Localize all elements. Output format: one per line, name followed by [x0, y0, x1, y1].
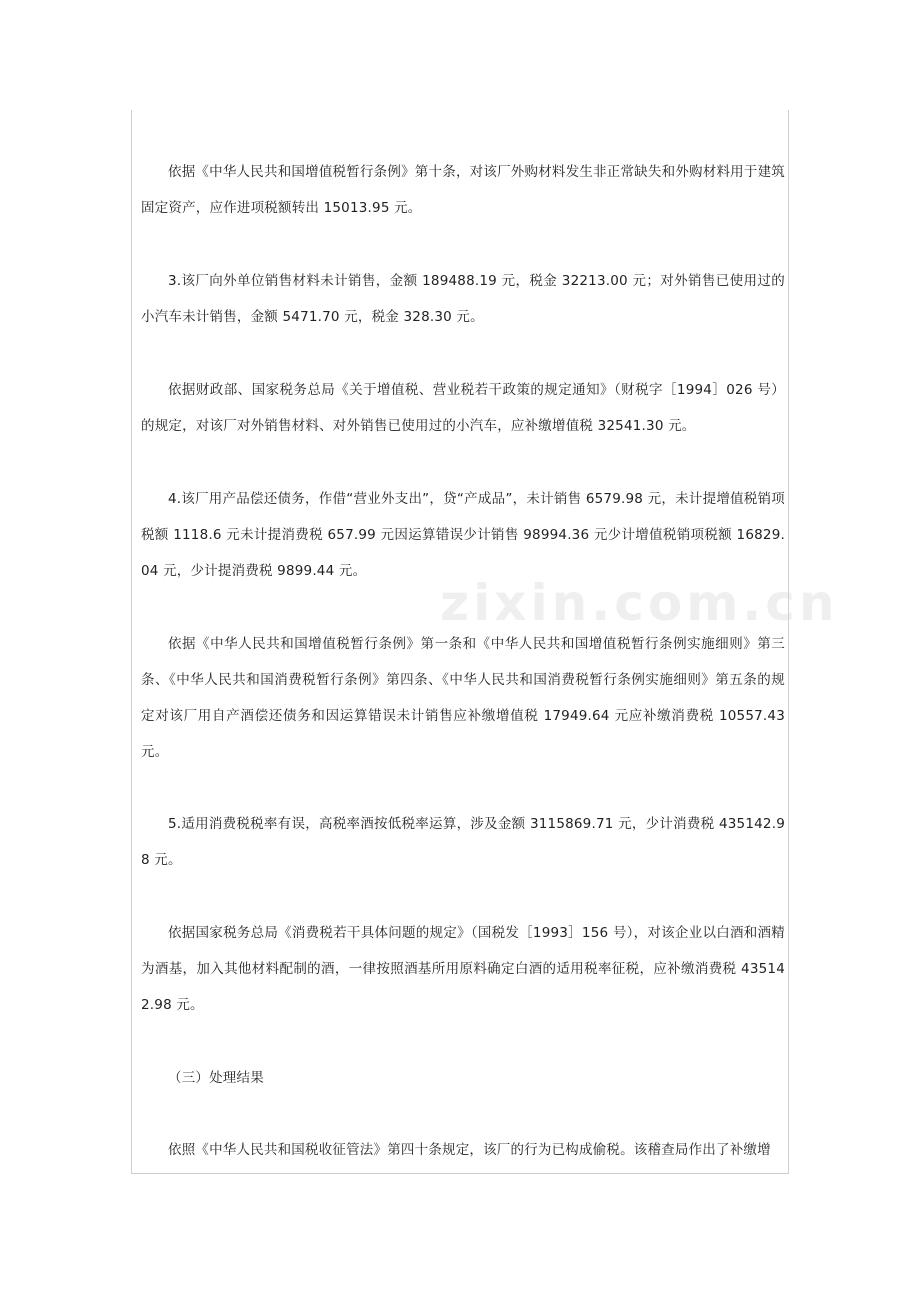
section-heading-processing-result: （三）处理结果	[168, 1070, 264, 1086]
paragraph-5: 依据《中华人民共和国增值税暂行条例》第一条和《中华人民共和国增值税暂行条例实施细则》第三条、《中华人民共和国消费税暂行条例》第四条、《中华人民共和国消费税暂行条例实施细则》第五条的规定对该厂用自产酒偿还债务和因运算错误未计销售应补缴增值税 17949.64 元应补缴消费税 10557.43 元。	[141, 636, 785, 760]
paragraph-9: 依照《中华人民共和国税收征管法》第四十条规定，该厂的行为已构成偷税。该稽查局作出了补缴增	[168, 1142, 771, 1158]
paragraph-6: 5.适用消费税税率有误，高税率酒按低税率运算，涉及金额 3115869.71 元，少计消费税 435142.98 元。	[141, 816, 785, 868]
paragraph-1: 依据《中华人民共和国增值税暂行条例》第十条，对该厂外购材料发生非正常缺失和外购材料用于建筑固定资产，应作进项税额转出 15013.95 元。	[141, 164, 785, 216]
paragraph-4: 4.该厂用产品偿还债务，作借“营业外支出”，贷“产成品”，未计销售 6579.98 元，未计提增值税销项税额 1118.6 元未计提消费税 657.99 元因运算错误少计销售 98994.36 元少计增值税销项税额 16829.04 元，少计提消费税 9899.44 元。	[141, 491, 785, 579]
paragraph-3: 依据财政部、国家税务总局《关于增值税、营业税若干政策的规定通知》（财税字［1994］026 号）的规定，对该厂对外销售材料、对外销售已使用过的小汽车，应补缴增值税 32541.30 元。	[141, 382, 785, 434]
paragraph-7: 依据国家税务总局《消费税若干具体问题的规定》（国税发［1993］156 号），对该企业以白酒和酒精为酒基，加入其他材料配制的酒，一律按照酒基所用原料确定白酒的适用税率征税，应补缴消费税 435142.98 元。	[141, 925, 785, 1013]
paragraph-2: 3.该厂向外单位销售材料未计销售，金额 189488.19 元，税金 32213.00 元；对外销售已使用过的小汽车未计销售，金额 5471.70 元，税金 328.30 元。	[141, 273, 785, 325]
watermark: zixin.com.cn	[440, 574, 839, 632]
